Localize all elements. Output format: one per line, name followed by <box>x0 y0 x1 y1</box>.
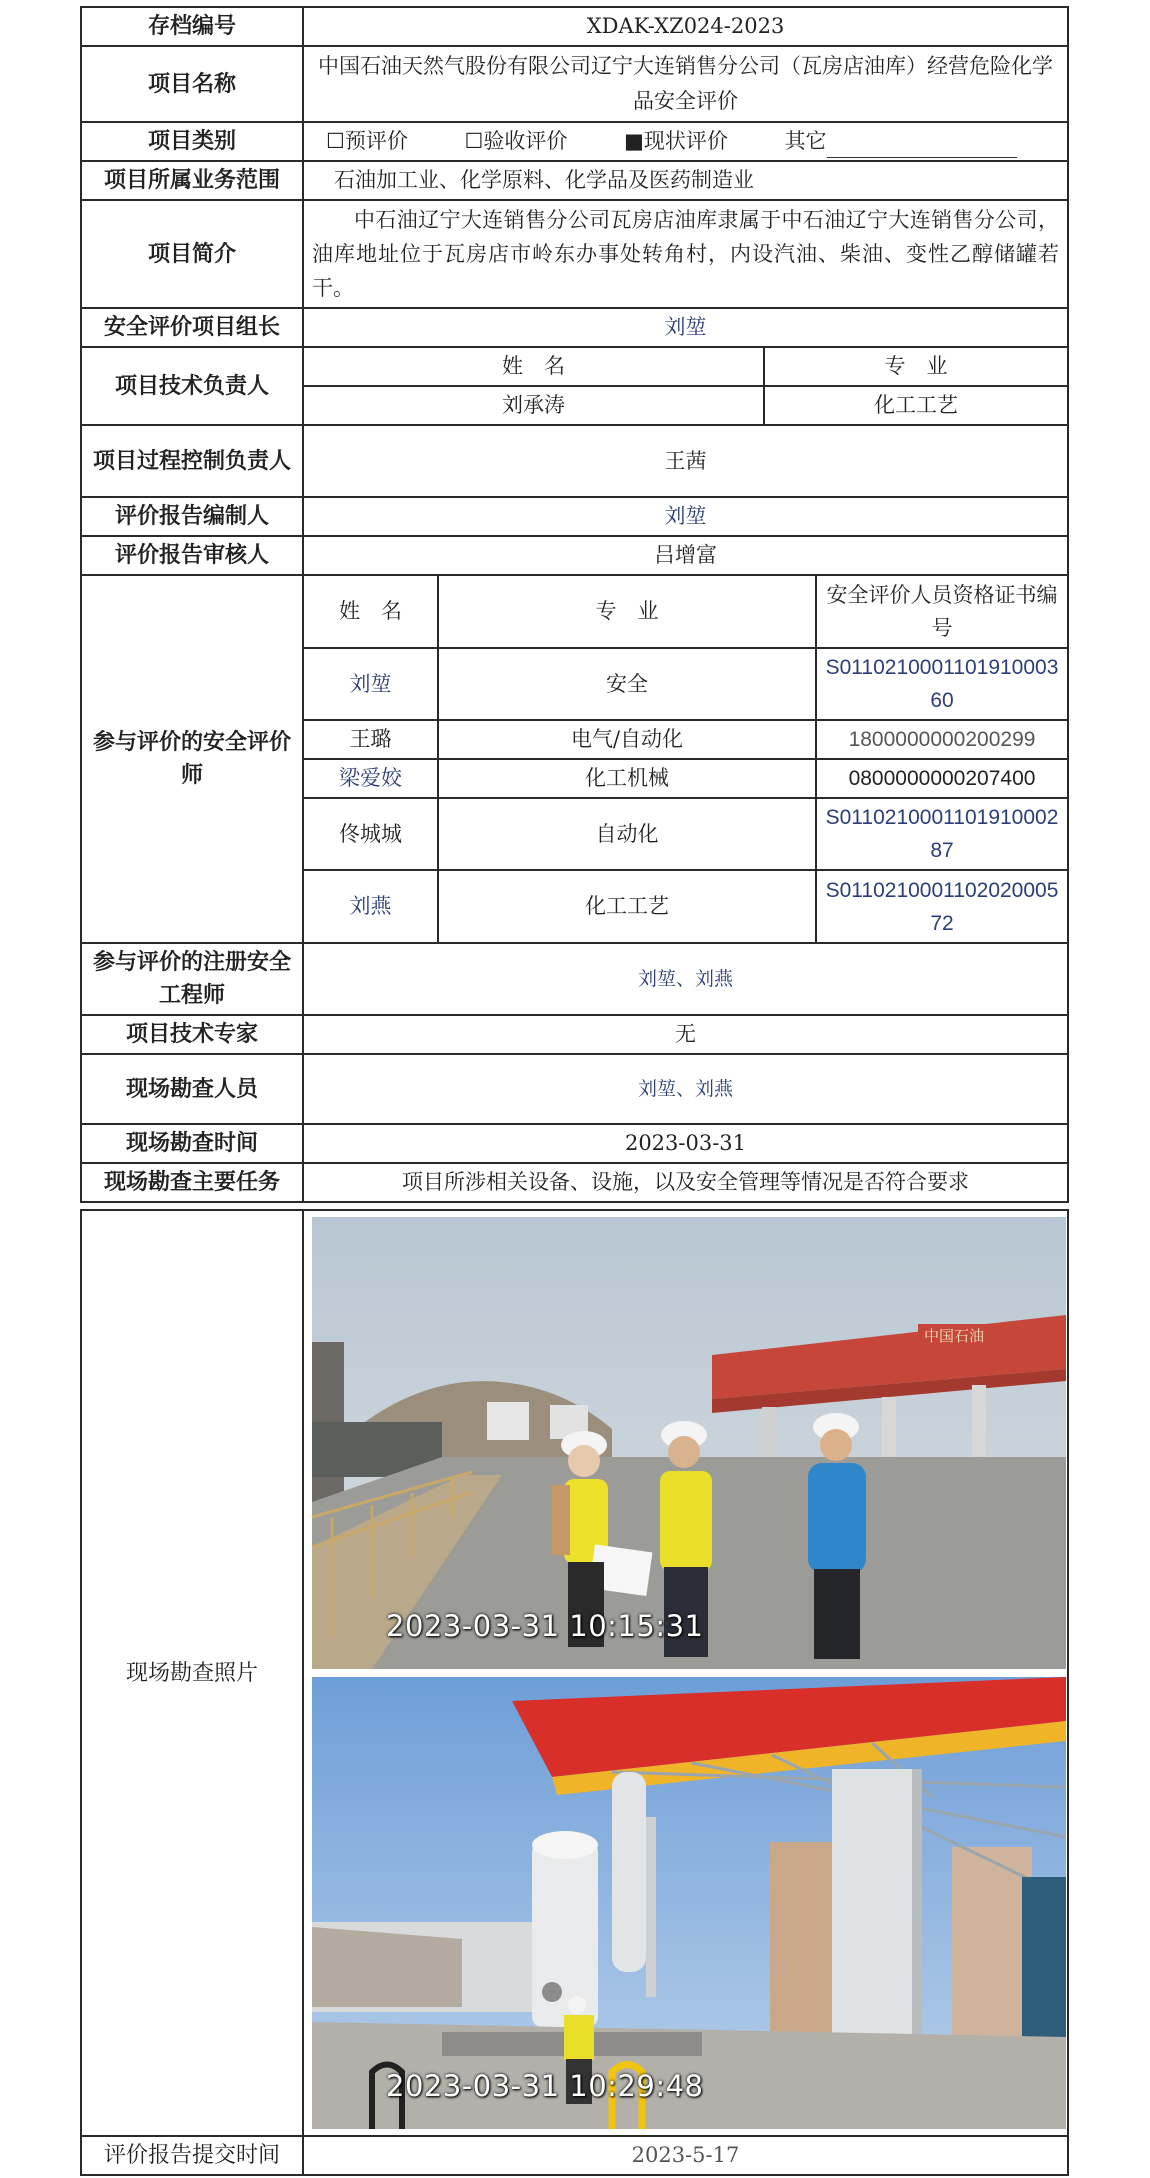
report-form <box>80 6 1067 2176</box>
scope-label: 项目所属业务范围 <box>81 161 303 200</box>
scope-value: 石油加工业、化学原料、化学品及医药制造业 <box>303 161 1068 200</box>
archive-label: 存档编号 <box>81 7 303 46</box>
archive-value: XDAK-XZ024-2023 <box>303 7 1068 46</box>
tech-lead-major-header: 专 业 <box>764 348 1067 386</box>
project-name-value: 中国石油天然气股份有限公司辽宁大连销售分公司（瓦房店油库）经营危险化学品安全评价 <box>303 46 1068 122</box>
project-type-label: 项目类别 <box>81 122 303 161</box>
submit-value: 2023-5-17 <box>303 2136 1068 2175</box>
assessor-cert: S011021000110202000572 <box>816 870 1067 942</box>
survey-task-label: 现场勘查主要任务 <box>81 1163 303 1202</box>
option-pre-eval: ☐预评价 <box>326 129 408 153</box>
assessor-major: 化工工艺 <box>438 870 816 942</box>
assessor-major: 化工机械 <box>438 759 816 798</box>
assessor-header-name: 姓 名 <box>304 576 438 648</box>
survey-task-value: 项目所涉相关设备、设施，以及安全管理等情况是否符合要求 <box>303 1163 1068 1202</box>
project-name-label: 项目名称 <box>81 46 303 122</box>
site-photo-1 <box>312 1217 1066 1669</box>
assessor-name: 刘燕 <box>304 870 438 942</box>
leader-value: 刘堃 <box>303 308 1068 347</box>
photos-label: 现场勘查照片 <box>81 1210 303 2136</box>
tech-lead-name: 刘承涛 <box>304 386 764 424</box>
tech-lead-label: 项目技术负责人 <box>81 347 303 425</box>
site-photo-2 <box>312 1677 1066 2129</box>
other-blank-line <box>827 133 1017 158</box>
survey-time-value: 2023-03-31 <box>303 1124 1068 1163</box>
assessor-major: 电气/自动化 <box>438 720 816 759</box>
assessor-cert: S011021000110191000360 <box>816 648 1067 720</box>
engineers-label: 参与评价的注册安全工程师 <box>81 943 303 1015</box>
photo-2-timestamp: 2023-03-31 10:29:48 <box>386 2069 704 2103</box>
photos-cell <box>303 1210 1068 2136</box>
intro-label: 项目简介 <box>81 200 303 308</box>
tech-lead-major: 化工工艺 <box>764 386 1067 424</box>
assessor-header-major: 专 业 <box>438 576 816 648</box>
option-acceptance-eval: ☐验收评价 <box>464 129 568 153</box>
info-table <box>80 6 1069 2176</box>
process-value: 王茜 <box>303 425 1068 497</box>
survey-time-label: 现场勘查时间 <box>81 1124 303 1163</box>
expert-label: 项目技术专家 <box>81 1015 303 1054</box>
station-sign-text: 中国石油 <box>924 1327 985 1345</box>
assessor-name: 王璐 <box>304 720 438 759</box>
assessor-cert: 1800000000200299 <box>816 720 1067 759</box>
photo-2-scene <box>312 1677 1066 2129</box>
assessors-label: 参与评价的安全评价师 <box>81 575 303 943</box>
assessor-name: 佟城城 <box>304 798 438 870</box>
assessor-name: 梁爱姣 <box>304 759 438 798</box>
expert-value: 无 <box>303 1015 1068 1054</box>
reviewer-value: 吕增富 <box>303 536 1068 575</box>
option-other: 其它 <box>784 129 827 153</box>
option-status-eval: ■现状评价 <box>624 129 728 153</box>
assessor-name: 刘堃 <box>304 648 438 720</box>
process-label: 项目过程控制负责人 <box>81 425 303 497</box>
submit-label: 评价报告提交时间 <box>81 2136 303 2175</box>
engineers-value: 刘堃、刘燕 <box>303 943 1068 1015</box>
survey-people-value: 刘堃、刘燕 <box>303 1054 1068 1124</box>
survey-people-label: 现场勘查人员 <box>81 1054 303 1124</box>
leader-label: 安全评价项目组长 <box>81 308 303 347</box>
tech-lead-cell <box>303 347 1068 425</box>
assessors-cell <box>303 575 1068 943</box>
assessor-cert: S011021000110191000287 <box>816 798 1067 870</box>
author-value: 刘堃 <box>303 497 1068 536</box>
photo-1-scene <box>312 1217 1066 1669</box>
tech-lead-name-header: 姓 名 <box>304 348 764 386</box>
assessor-header-cert: 安全评价人员资格证书编号 <box>816 576 1067 648</box>
assessor-major: 自动化 <box>438 798 816 870</box>
assessor-cert: 0800000000207400 <box>816 759 1067 798</box>
assessor-major: 安全 <box>438 648 816 720</box>
photo-1-timestamp: 2023-03-31 10:15:31 <box>386 1609 704 1643</box>
project-type-options <box>303 122 1068 161</box>
intro-value: 中石油辽宁大连销售分公司瓦房店油库隶属于中石油辽宁大连销售分公司，油库地址位于瓦房店市岭东办事处转角村，内设汽油、柴油、变性乙醇储罐若干。 <box>303 200 1068 308</box>
author-label: 评价报告编制人 <box>81 497 303 536</box>
reviewer-label: 评价报告审核人 <box>81 536 303 575</box>
